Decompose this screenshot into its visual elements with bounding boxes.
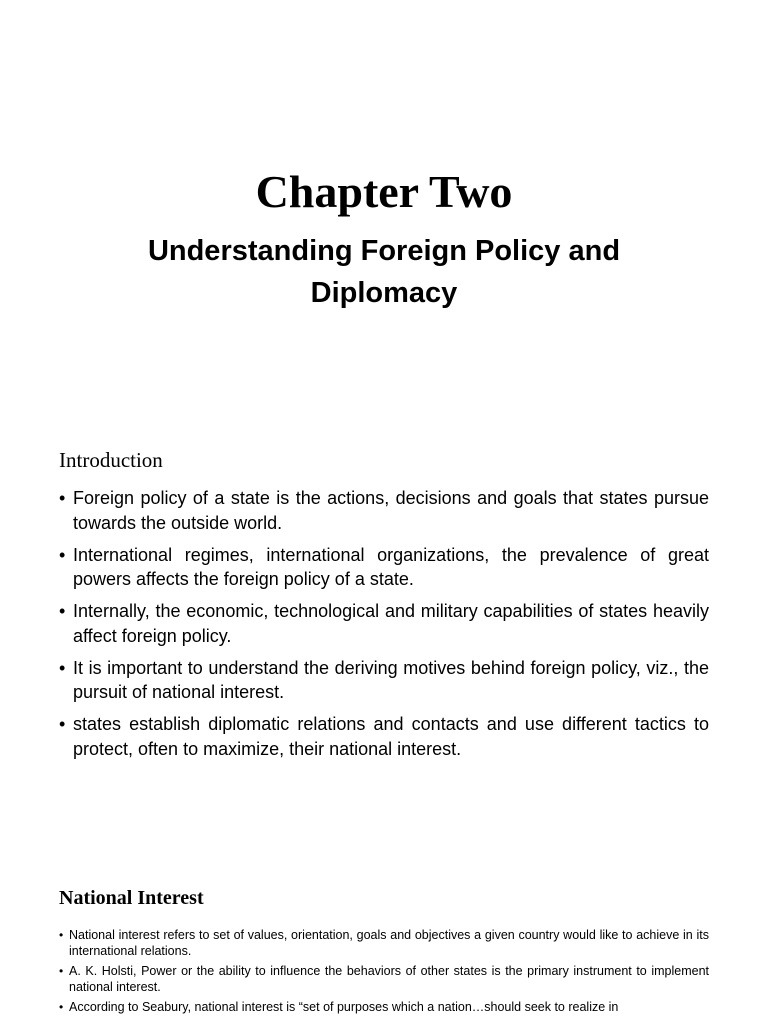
list-item bbox=[59, 599, 709, 648]
bullet-text: states establish diplomatic relations and contacts and use different tactics to protect, often to maximize, their national interest. bbox=[73, 714, 709, 759]
bullet-icon: • bbox=[59, 488, 66, 508]
list-item bbox=[59, 928, 709, 959]
list-item bbox=[59, 964, 709, 995]
list-item bbox=[59, 486, 709, 535]
introduction-heading: Introduction bbox=[59, 448, 163, 472]
bullet-icon: • bbox=[59, 657, 66, 678]
list-item bbox=[59, 656, 709, 705]
national-interest-bullet-list bbox=[59, 928, 709, 1021]
bullet-text: According to Seabury, national interest is “set of purposes which a nation…should seek to realize in bbox=[69, 1000, 619, 1014]
bullet-icon: • bbox=[59, 601, 66, 621]
title-slide bbox=[0, 0, 768, 430]
list-item bbox=[59, 712, 709, 761]
national-interest-heading: National Interest bbox=[59, 887, 204, 909]
bullet-icon: • bbox=[59, 714, 66, 734]
bullet-text: It is important to understand the deriving motives behind foreign policy, viz., the pursuit of national interest. bbox=[73, 657, 709, 702]
list-item bbox=[59, 1000, 709, 1016]
list-item bbox=[59, 543, 709, 592]
national-interest-slide bbox=[0, 850, 768, 1024]
bullet-text: National interest refers to set of values, orientation, goals and objectives a given country would like to achieve in its international relations. bbox=[69, 928, 709, 958]
bullet-icon: • bbox=[59, 928, 64, 942]
introduction-slide bbox=[0, 430, 768, 850]
bullet-text: A. K. Holsti, Power or the ability to influence the behaviors of other states is the primary instrument to implement national interest. bbox=[69, 964, 709, 994]
bullet-icon: • bbox=[59, 544, 66, 565]
introduction-bullet-list bbox=[59, 486, 709, 769]
bullet-icon: • bbox=[59, 1000, 64, 1014]
bullet-icon: • bbox=[59, 964, 64, 978]
bullet-text: Internally, the economic, technological and military capabilities of states heavily affect foreign policy. bbox=[73, 601, 709, 646]
bullet-text: International regimes, international organizations, the prevalence of great powers affects the foreign policy of a state. bbox=[73, 544, 709, 589]
chapter-title: Chapter Two bbox=[255, 166, 513, 217]
chapter-subtitle: Understanding Foreign Policy and Diplomacy bbox=[147, 235, 621, 309]
bullet-text: Foreign policy of a state is the actions, decisions and goals that states pursue towards the outside world. bbox=[73, 488, 709, 533]
